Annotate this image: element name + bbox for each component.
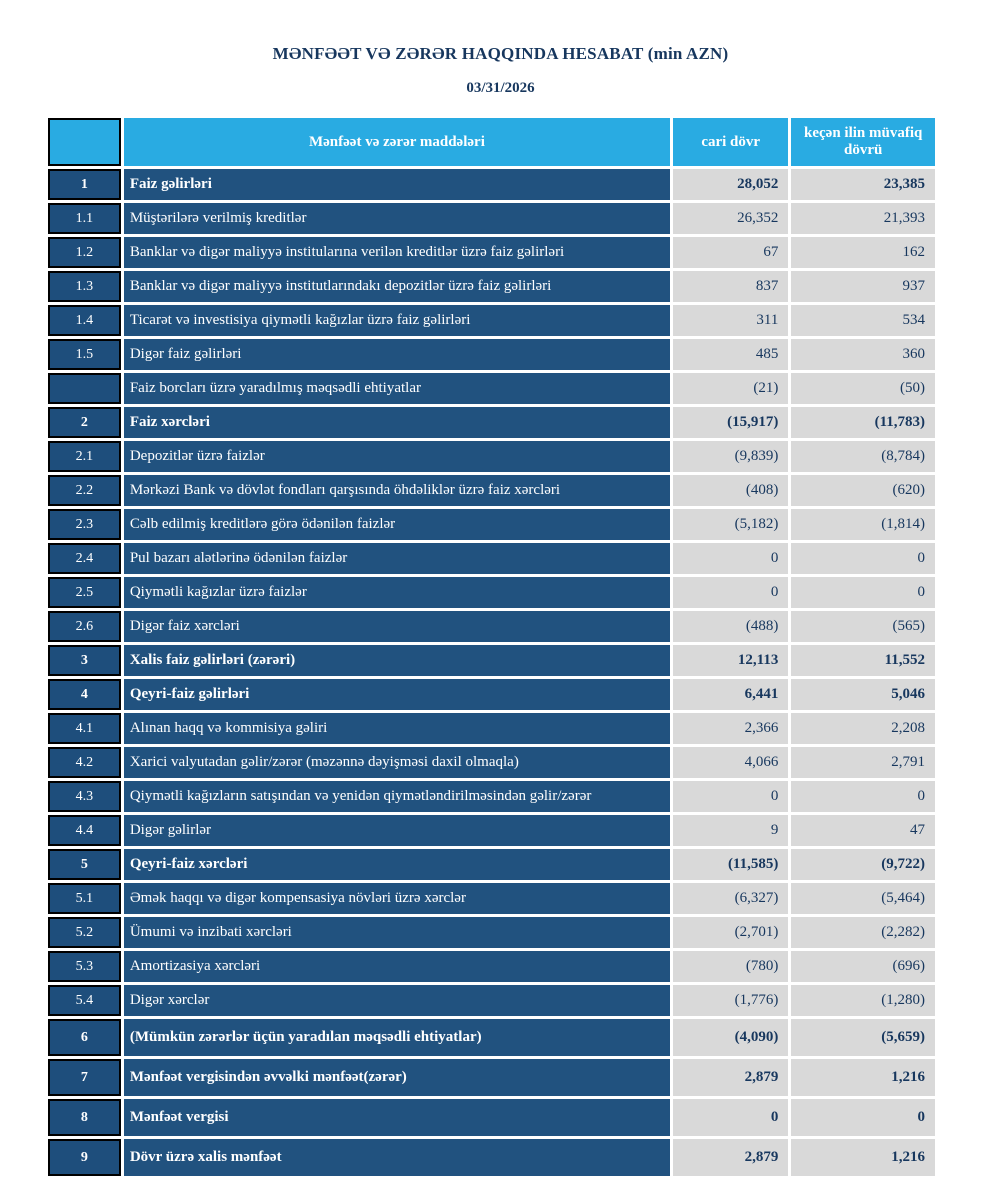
row-prior-value: 0 xyxy=(791,1099,935,1136)
row-label: Faiz xərcləri xyxy=(124,407,670,438)
row-number: 3 xyxy=(48,645,121,676)
row-number xyxy=(48,373,121,404)
row-number: 5.1 xyxy=(48,883,121,914)
table-row xyxy=(48,407,935,438)
row-current-value: 0 xyxy=(673,543,788,574)
row-current-value: (21) xyxy=(673,373,788,404)
row-current-value: 12,113 xyxy=(673,645,788,676)
row-label: Pul bazarı alətlərinə ödənilən faizlər xyxy=(124,543,670,574)
table-row xyxy=(48,373,935,404)
table-row xyxy=(48,237,935,268)
row-prior-value: 1,216 xyxy=(791,1059,935,1096)
row-current-value: (11,585) xyxy=(673,849,788,880)
row-prior-value: (8,784) xyxy=(791,441,935,472)
row-number: 2.3 xyxy=(48,509,121,540)
row-current-value: 0 xyxy=(673,781,788,812)
row-number: 5.2 xyxy=(48,917,121,948)
row-current-value: 9 xyxy=(673,815,788,846)
row-current-value: 837 xyxy=(673,271,788,302)
row-number: 4.1 xyxy=(48,713,121,744)
row-number: 5.4 xyxy=(48,985,121,1016)
table-row xyxy=(48,679,935,710)
row-current-value: (780) xyxy=(673,951,788,982)
row-current-value: 4,066 xyxy=(673,747,788,778)
row-current-value: 0 xyxy=(673,577,788,608)
row-number: 1.5 xyxy=(48,339,121,370)
row-number: 2.4 xyxy=(48,543,121,574)
row-current-value: (1,776) xyxy=(673,985,788,1016)
table-row xyxy=(48,815,935,846)
table-row xyxy=(48,305,935,336)
row-prior-value: 2,208 xyxy=(791,713,935,744)
row-label: Digər faiz gəlirləri xyxy=(124,339,670,370)
row-number: 1.2 xyxy=(48,237,121,268)
row-label: Qiymətli kağızlar üzrə faizlər xyxy=(124,577,670,608)
table-row xyxy=(48,611,935,642)
header-cell-empty xyxy=(48,118,121,166)
row-prior-value: 21,393 xyxy=(791,203,935,234)
table-row xyxy=(48,917,935,948)
row-prior-value: (565) xyxy=(791,611,935,642)
row-number: 6 xyxy=(48,1019,121,1056)
header-row xyxy=(48,118,935,166)
table-row xyxy=(48,985,935,1016)
table-row xyxy=(48,781,935,812)
row-number: 9 xyxy=(48,1139,121,1176)
row-prior-value: 47 xyxy=(791,815,935,846)
row-number: 2.6 xyxy=(48,611,121,642)
row-current-value: (488) xyxy=(673,611,788,642)
report-title: MƏNFƏƏT VƏ ZƏRƏR HAQQINDA HESABAT (min AZN) xyxy=(272,44,729,63)
table-row xyxy=(48,713,935,744)
row-current-value: 0 xyxy=(673,1099,788,1136)
row-prior-value: 2,791 xyxy=(791,747,935,778)
row-prior-value: 534 xyxy=(791,305,935,336)
row-prior-value: (1,814) xyxy=(791,509,935,540)
row-current-value: 2,879 xyxy=(673,1059,788,1096)
row-current-value: (5,182) xyxy=(673,509,788,540)
row-number: 4 xyxy=(48,679,121,710)
row-number: 7 xyxy=(48,1059,121,1096)
table-row xyxy=(48,1139,935,1176)
table-row xyxy=(48,883,935,914)
row-label: Müştərilərə verilmiş kreditlər xyxy=(124,203,670,234)
row-label: (Mümkün zərərlər üçün yaradılan məqsədli ehtiyatlar) xyxy=(124,1019,670,1056)
table-row xyxy=(48,339,935,370)
row-label: Xarici valyutadan gəlir/zərər (məzənnə dəyişməsi daxil olmaqla) xyxy=(124,747,670,778)
row-number: 4.2 xyxy=(48,747,121,778)
profit-loss-table xyxy=(45,115,938,1179)
table-row xyxy=(48,951,935,982)
table-row xyxy=(48,203,935,234)
row-current-value: 485 xyxy=(673,339,788,370)
row-current-value: 311 xyxy=(673,305,788,336)
table-row xyxy=(48,543,935,574)
row-label: Mənfəət vergisi xyxy=(124,1099,670,1136)
row-number: 2.5 xyxy=(48,577,121,608)
table-row xyxy=(48,645,935,676)
row-label: Digər gəlirlər xyxy=(124,815,670,846)
row-number: 1.1 xyxy=(48,203,121,234)
row-current-value: 2,879 xyxy=(673,1139,788,1176)
row-prior-value: (11,783) xyxy=(791,407,935,438)
header-cell-current-period: cari dövr xyxy=(673,118,788,166)
table-row xyxy=(48,509,935,540)
row-number: 1.3 xyxy=(48,271,121,302)
table-row xyxy=(48,849,935,880)
row-prior-value: (1,280) xyxy=(791,985,935,1016)
row-prior-value: 0 xyxy=(791,543,935,574)
report-date: 03/31/2026 xyxy=(466,80,535,96)
row-prior-value: (9,722) xyxy=(791,849,935,880)
row-current-value: 6,441 xyxy=(673,679,788,710)
row-label: Qeyri-faiz xərcləri xyxy=(124,849,670,880)
table-body xyxy=(48,169,935,1176)
row-prior-value: 162 xyxy=(791,237,935,268)
row-current-value: 26,352 xyxy=(673,203,788,234)
row-number: 2.2 xyxy=(48,475,121,506)
row-label: Faiz gəlirləri xyxy=(124,169,670,200)
row-label: Banklar və digər maliyyə institularına verilən kreditlər üzrə faiz gəlirləri xyxy=(124,237,670,268)
row-prior-value: 11,552 xyxy=(791,645,935,676)
row-prior-value: 1,216 xyxy=(791,1139,935,1176)
row-label: Banklar və digər maliyyə institutlarındakı depozitlər üzrə faiz gəlirləri xyxy=(124,271,670,302)
row-number: 5.3 xyxy=(48,951,121,982)
row-label: Qeyri-faiz gəlirləri xyxy=(124,679,670,710)
row-label: Digər faiz xərcləri xyxy=(124,611,670,642)
table-row xyxy=(48,1099,935,1136)
row-prior-value: 937 xyxy=(791,271,935,302)
row-prior-value: 23,385 xyxy=(791,169,935,200)
row-label: Dövr üzrə xalis mənfəət xyxy=(124,1139,670,1176)
row-current-value: (4,090) xyxy=(673,1019,788,1056)
row-prior-value: (5,464) xyxy=(791,883,935,914)
row-current-value: 67 xyxy=(673,237,788,268)
row-prior-value: (620) xyxy=(791,475,935,506)
row-prior-value: (2,282) xyxy=(791,917,935,948)
table-row xyxy=(48,747,935,778)
row-label: Qiymətli kağızların satışından və yenidən qiymətləndirilməsindən gəlir/zərər xyxy=(124,781,670,812)
row-label: Mərkəzi Bank və dövlət fondları qarşısında öhdəliklər üzrə faiz xərcləri xyxy=(124,475,670,506)
row-number: 5 xyxy=(48,849,121,880)
row-prior-value: 360 xyxy=(791,339,935,370)
table-row xyxy=(48,271,935,302)
table-header xyxy=(48,118,935,166)
row-prior-value: 0 xyxy=(791,781,935,812)
row-label: Ümumi və inzibati xərcləri xyxy=(124,917,670,948)
table-row xyxy=(48,577,935,608)
row-current-value: 2,366 xyxy=(673,713,788,744)
header-cell-prior-period: keçən ilin müvafiq dövrü xyxy=(791,118,935,166)
table-row xyxy=(48,1059,935,1096)
row-label: Digər xərclər xyxy=(124,985,670,1016)
row-label: Ticarət və investisiya qiymətli kağızlar üzrə faiz gəlirləri xyxy=(124,305,670,336)
row-number: 8 xyxy=(48,1099,121,1136)
row-label: Faiz borcları üzrə yaradılmış məqsədli ehtiyatlar xyxy=(124,373,670,404)
row-prior-value: (696) xyxy=(791,951,935,982)
row-label: Əmək haqqı və digər kompensasiya növləri üzrə xərclər xyxy=(124,883,670,914)
table-row xyxy=(48,169,935,200)
row-number: 2 xyxy=(48,407,121,438)
row-number: 1 xyxy=(48,169,121,200)
table-row xyxy=(48,1019,935,1056)
row-prior-value: (5,659) xyxy=(791,1019,935,1056)
row-current-value: (9,839) xyxy=(673,441,788,472)
row-label: Depozitlər üzrə faizlər xyxy=(124,441,670,472)
table-row xyxy=(48,441,935,472)
row-current-value: (6,327) xyxy=(673,883,788,914)
row-current-value: (2,701) xyxy=(673,917,788,948)
table-row xyxy=(48,475,935,506)
row-label: Amortizasiya xərcləri xyxy=(124,951,670,982)
row-label: Cəlb edilmiş kreditlərə görə ödənilən faizlər xyxy=(124,509,670,540)
header-cell-items: Mənfəət və zərər maddələri xyxy=(124,118,670,166)
row-label: Alınan haqq və kommisiya gəliri xyxy=(124,713,670,744)
row-number: 4.4 xyxy=(48,815,121,846)
row-number: 1.4 xyxy=(48,305,121,336)
row-prior-value: (50) xyxy=(791,373,935,404)
row-current-value: (408) xyxy=(673,475,788,506)
row-label: Mənfəət vergisindən əvvəlki mənfəət(zərər) xyxy=(124,1059,670,1096)
row-number: 4.3 xyxy=(48,781,121,812)
row-prior-value: 0 xyxy=(791,577,935,608)
row-prior-value: 5,046 xyxy=(791,679,935,710)
row-number: 2.1 xyxy=(48,441,121,472)
row-current-value: (15,917) xyxy=(673,407,788,438)
row-label: Xalis faiz gəlirləri (zərəri) xyxy=(124,645,670,676)
row-current-value: 28,052 xyxy=(673,169,788,200)
